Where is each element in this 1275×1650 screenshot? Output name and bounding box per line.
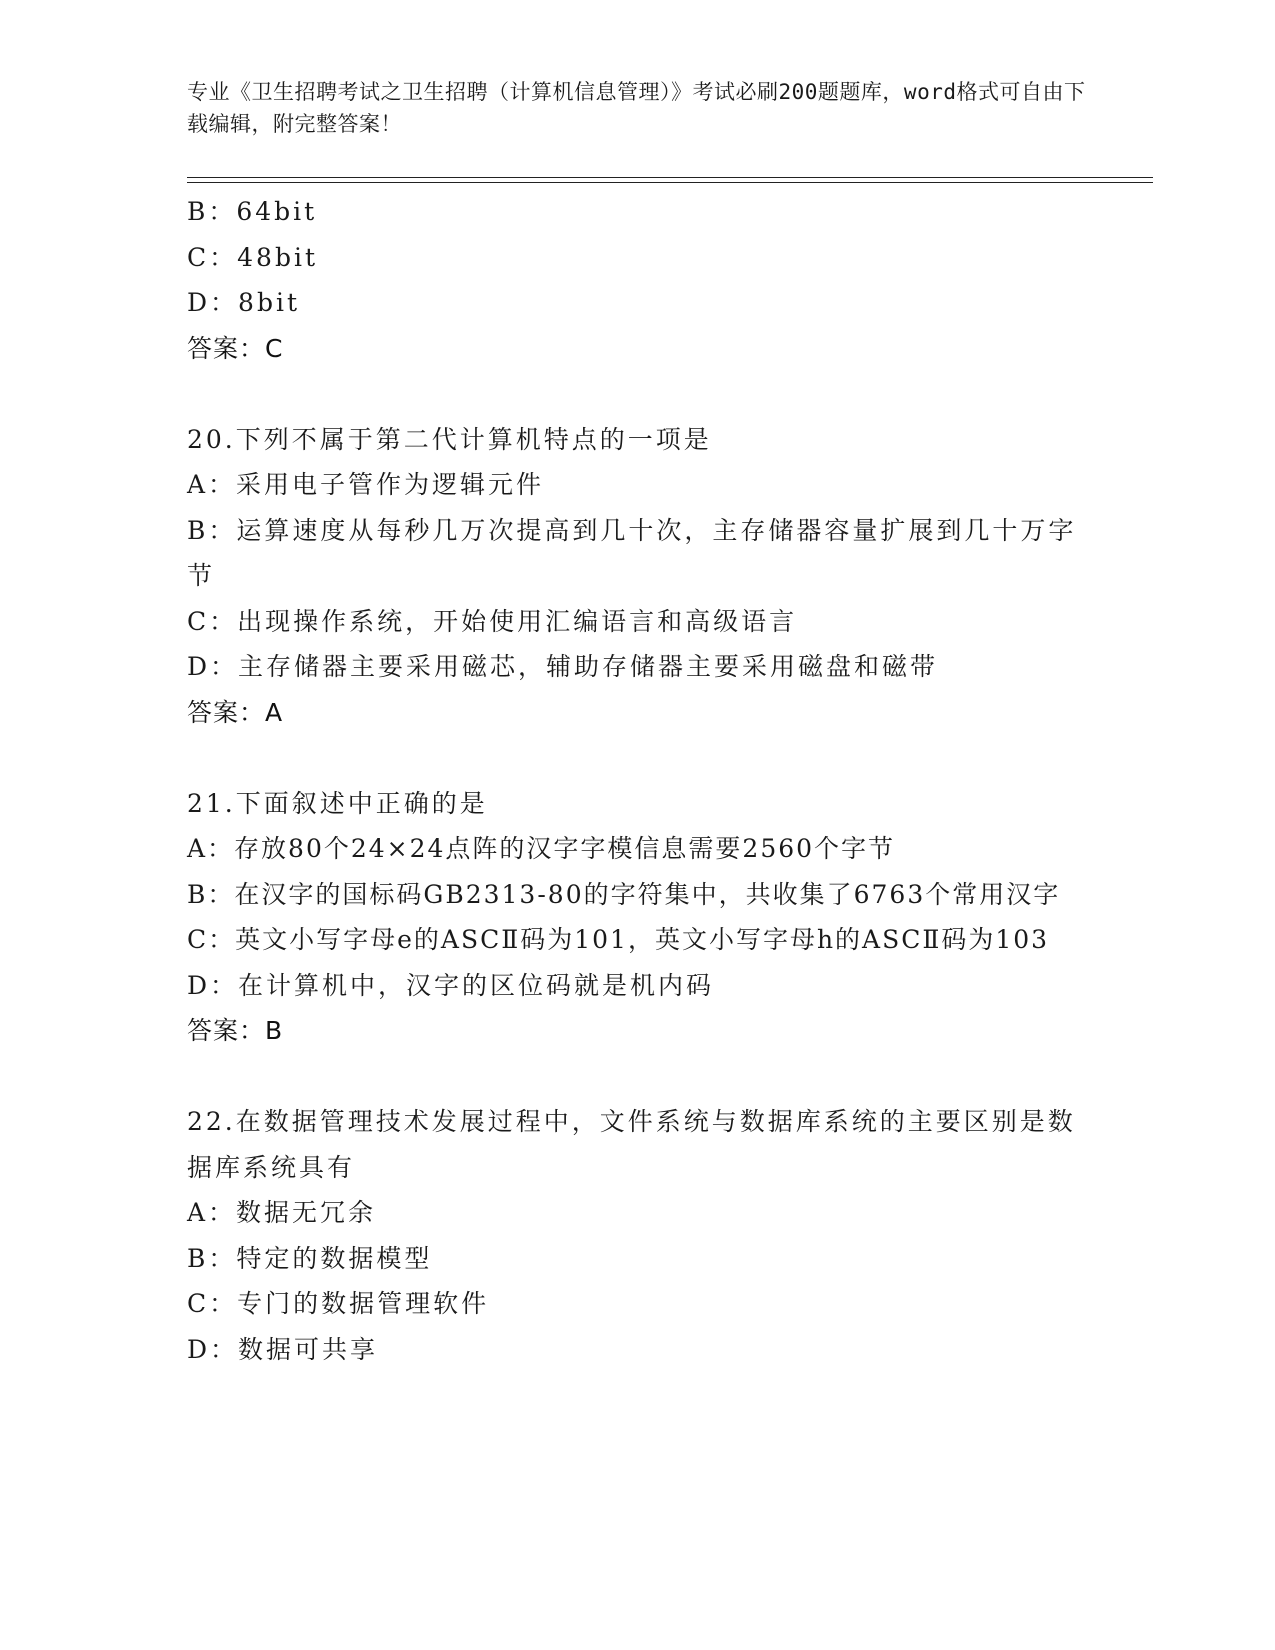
option-a: A：数据无冗余 (187, 1198, 377, 1227)
option-d: D：数据可共享 (187, 1334, 379, 1364)
option-d: D：8bit (187, 288, 300, 317)
question-text: 20.下列不属于第二代计算机特点的一项是 (187, 424, 712, 454)
question-block (187, 1099, 1087, 1372)
document-header: 专业《卫生招聘考试之卫生招聘（计算机信息管理）》考试必刷200题题库，word格式可自由下载编辑，附完整答案！ (187, 80, 1086, 136)
header-divider-top (187, 177, 1153, 178)
option-a: A：存放80个24×24点阵的汉字字模信息需要2560个字节 (187, 834, 896, 863)
option-b: B：64bit (187, 197, 318, 226)
question-text: 22.在数据管理技术发展过程中，文件系统与数据库系统的主要区别是数据库系统具有 (187, 1107, 1076, 1182)
option-a: A：采用电子管作为逻辑元件 (187, 470, 545, 499)
option-c: C：48bit (187, 242, 318, 272)
question-list (187, 189, 1087, 1372)
header-divider-bottom (187, 182, 1153, 183)
question-block (187, 781, 1087, 1054)
option-d: D：在计算机中，汉字的区位码就是机内码 (187, 970, 715, 1000)
option-d: D：主存储器主要采用磁芯，辅助存储器主要采用磁盘和磁带 (187, 652, 939, 681)
option-c: C：专门的数据管理软件 (187, 1289, 490, 1318)
option-b: B：运算速度从每秒几万次提高到几十次，主存储器容量扩展到几十万字节 (187, 515, 1077, 590)
question-block (187, 189, 1087, 371)
block-spacer (187, 371, 1087, 417)
answer-line: 答案：A (187, 697, 284, 727)
option-c: C：出现操作系统，开始使用汇编语言和高级语言 (187, 606, 798, 636)
option-b: B：特定的数据模型 (187, 1243, 433, 1273)
question-block (187, 417, 1087, 736)
block-spacer (187, 1054, 1087, 1100)
question-text: 21.下面叙述中正确的是 (187, 788, 488, 818)
option-c: C：英文小写字母e的ASCⅡ码为101，英文小写字母h的ASCⅡ码为103 (187, 925, 1050, 954)
block-spacer (187, 735, 1087, 781)
answer-line: 答案：B (187, 1016, 284, 1045)
option-b: B：在汉字的国标码GB2313-80的字符集中，共收集了6763个常用汉字 (187, 879, 1061, 909)
answer-line: 答案：C (187, 333, 284, 363)
